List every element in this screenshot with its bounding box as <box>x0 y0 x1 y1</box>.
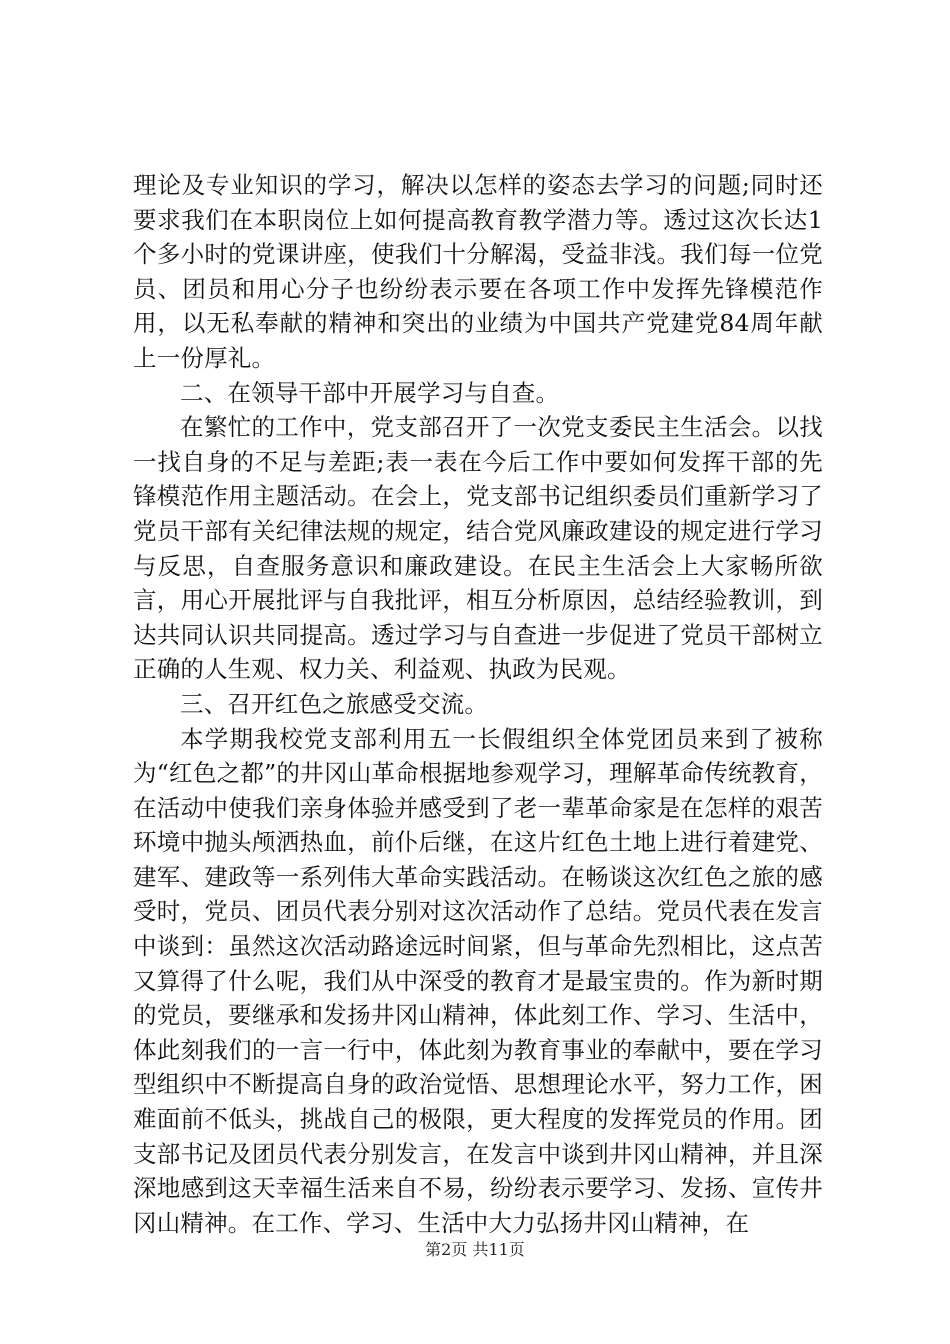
paragraph-red-tour: 本学期我校党支部利用五一长假组织全体党团员来到了被称为“红色之都”的井冈山革命根据地参观学习，理解革命传统教育，在活动中使我们亲身体验并感受到了老一辈革命家是在怎样的艰苦环境中抛头颅洒热血，前仆后继，在这片红色土地上进行着建党、建军、建政等一系列伟大革命实践活动。在畅谈这次红色之旅的感受时，党员、团员代表分别对这次活动作了总结。党员代表在发言中谈到：虽然这次活动路途远时间紧，但与革命先烈相比，这点苦又算得了什么呢，我们从中深受的教育才是最宝贵的。作为新时期的党员，要继承和发扬井冈山精神，体此刻工作、学习、生活中，体此刻我们的一言一行中，体此刻为教育事业的奉献中，要在学习型组织中不断提高自身的政治觉悟、思想理论水平，努力工作，困难面前不低头，挑战自己的极限，更大程度的发挥党员的作用。团支部书记及团员代表分别发言，在发言中谈到井冈山精神，并且深深地感到这天幸福生活来自不易，纷纷表示要学习、发扬、宣传井冈山精神。在工作、学习、生活中大力弘扬井冈山精神，在 <box>133 724 823 1237</box>
document-body <box>133 168 823 1240</box>
section-heading-red-tour-exchange: 三、召开红色之旅感受交流。 <box>180 689 489 718</box>
section-heading-leadership-study: 二、在领导干部中开展学习与自查。 <box>180 378 560 407</box>
paragraph-continuation: 理论及专业知识的学习，解决以怎样的姿态去学习的问题;同时还要求我们在本职岗位上如何提高教育教学潜力等。透过这次长达1个多小时的党课讲座，使我们十分解渴，受益非浅。我们每一位党员、团员和用心分子也纷纷表示要在各项工作中发挥先锋模范作用，以无私奉献的精神和突出的业绩为中国共产党建党84周年献上一份厚礼。 <box>133 171 823 372</box>
paragraph-democratic-life-meeting: 在繁忙的工作中，党支部召开了一次党支委民主生活会。以找一找自身的不足与差距;表一表在今后工作中要如何发挥干部的先锋模范作用主题活动。在会上，党支部书记组织委员们重新学习了党员干部有关纪律法规的规定，结合党风廉政建设的规定进行学习与反思，自查服务意识和廉政建设。在民主生活会上大家畅所欲言，用心开展批评与自我批评，相互分析原因，总结经验教训，到达共同认识共同提高。透过学习与自查进一步促进了党员干部树立正确的人生观、权力关、利益观、执政为民观。 <box>133 413 823 684</box>
page-number-footer: 第2页 共11页 <box>425 1240 525 1259</box>
